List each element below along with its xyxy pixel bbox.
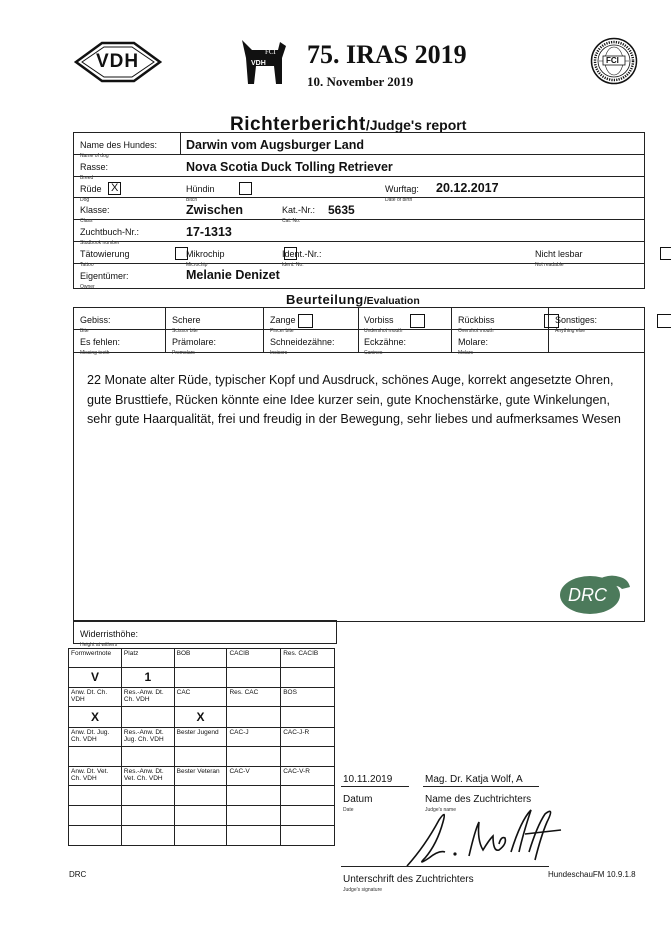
results-extra-row (69, 806, 335, 826)
vdh-logo (74, 40, 162, 84)
breed-value: Nova Scotia Duck Tolling Retriever (186, 160, 393, 174)
col-bester-jugend: Bester Jugend (174, 728, 227, 747)
date-value: 10.11.2019 (343, 774, 393, 785)
unreadable-checkbox[interactable] (660, 247, 671, 260)
col-bos: BOS (281, 688, 335, 707)
empty-cell[interactable] (121, 806, 174, 826)
vdh-logo-text: VDH (96, 51, 140, 72)
bob-value[interactable] (174, 668, 227, 688)
female-checkbox[interactable] (239, 182, 252, 195)
breed-label: Rasse: Breed (80, 162, 109, 181)
col-bob: BOB (174, 649, 227, 668)
col-res-anw-dt-jug: Res.-Anw. Dt. Jug. Ch. VDH (121, 728, 174, 747)
evaluation-text: 22 Monate alter Rüde, typischer Kopf und Ausdruck, schönes Auge, korrekt angesetzte Ohren, gute Brusttiefe, Rücken könnte eine Idee kurzer sein, gute Knochenstärke, gute Winkelungen, sehr gute Haarqualität, frei und freudig in der Bewegung, sehr liebes und aufmerksames Wesen (87, 373, 621, 426)
results-value-row-3 (69, 747, 335, 767)
male-field: Rüde Dog (80, 184, 102, 203)
col-res-anw-dt-vet: Res.-Anw. Dt. Vet. Ch. VDH (121, 767, 174, 786)
col-anw-dt-vet: Anw. Dt. Vet. Ch. VDH (69, 767, 122, 786)
incisors-label: Schneidezähne: Incisors (270, 337, 335, 356)
col-cac-j-r: CAC-J-R (281, 728, 335, 747)
drc-logo-text: DRC (568, 585, 607, 605)
col-res-cacib: Res. CACIB (281, 649, 335, 668)
molars-label: Molare: Molars (458, 337, 489, 356)
col-cacib: CACIB (227, 649, 281, 668)
col-anw-dt-ch: Anw. Dt. Ch. VDH (69, 688, 122, 707)
footer-left: DRC (69, 870, 87, 879)
vdh-horse-logo (232, 36, 288, 88)
male-mark: X (111, 182, 119, 195)
col-res-anw-dt-ch: Res.-Anw. Dt. Ch. VDH (121, 688, 174, 707)
microchip-field: Mikrochip Microchip (186, 249, 225, 268)
col-bester-veteran: Bester Veteran (174, 767, 227, 786)
judge-name-label: Name des Zuchtrichters Judge's name (425, 794, 532, 813)
col-formwertnote: Formwertnote (69, 649, 122, 668)
fci-seal-text: FCI (606, 56, 619, 65)
empty-cell[interactable] (174, 786, 227, 806)
other-field: Sonstiges: Anything else (555, 315, 598, 334)
empty-cell[interactable] (174, 806, 227, 826)
pincer-checkbox[interactable] (410, 314, 425, 328)
fci-seal (590, 37, 638, 85)
empty-cell[interactable] (281, 826, 335, 846)
bos-value[interactable] (281, 707, 335, 728)
empty-cell[interactable] (281, 806, 335, 826)
premolars-label: Prämolare: Premolars (172, 337, 217, 356)
col-anw-dt-jug: Anw. Dt. Jug. Ch. VDH (69, 728, 122, 747)
pincer-field: Zange Pincer bite (270, 315, 296, 334)
dog-name-label: Name des Hundes: Name of dog (80, 140, 158, 159)
empty-cell[interactable] (174, 826, 227, 846)
results-value-row-4 (69, 786, 335, 806)
anw-dt-ch-value[interactable]: X (69, 707, 122, 728)
res-cacib-value[interactable] (281, 668, 335, 688)
event-date: 10. November 2019 (307, 74, 414, 89)
judge-name-value: Mag. Dr. Katja Wolf, A (425, 774, 523, 785)
col-res-cac: Res. CAC (227, 688, 281, 707)
col-cac-j: CAC-J (227, 728, 281, 747)
evaluation-title-de: Beurteilung (286, 292, 364, 307)
col-cac-v: CAC-V (227, 767, 281, 786)
results-table (68, 648, 335, 846)
report-title-en: /Judge's report (365, 117, 467, 133)
ident-field: Ident.-Nr.: Ident. No. (282, 249, 322, 268)
height-label: Widerristhöhe: Height at withers (80, 629, 139, 648)
col-cac-v-r: CAC-V-R (281, 767, 335, 786)
cat-value: 5635 (328, 203, 355, 217)
placement-value[interactable]: 1 (121, 668, 174, 688)
empty-cell[interactable] (281, 786, 335, 806)
owner-label: Eigentümer: Owner (80, 271, 129, 290)
results-value-row-2 (69, 707, 335, 728)
empty-cell[interactable] (121, 826, 174, 846)
empty-cell[interactable] (227, 747, 281, 767)
dog-name-value: Darwin vom Augsburger Land (186, 138, 365, 152)
overshot-checkbox[interactable] (657, 314, 671, 328)
drc-logo (558, 571, 632, 615)
grade-value[interactable]: V (69, 668, 122, 688)
footer-right: HundeschauFM 10.9.1.8 (548, 870, 636, 879)
col-platz: Platz (121, 649, 174, 668)
class-value: Zwischen (186, 203, 243, 217)
res-cac-value[interactable] (227, 707, 281, 728)
date-label: Datum Date (343, 794, 373, 813)
empty-cell[interactable] (281, 747, 335, 767)
owner-value: Melanie Denizet (186, 268, 280, 282)
results-header-row-2 (69, 688, 335, 707)
empty-cell[interactable] (69, 826, 122, 846)
female-field: Hündin Bitch (186, 184, 215, 203)
cac-value[interactable]: X (174, 707, 227, 728)
col-cac: CAC (174, 688, 227, 707)
results-extra-row (69, 826, 335, 846)
overshot-field: Rückbiss Overshot mouth (458, 315, 495, 334)
signature-label: Unterschrift des Zuchtrichters Judge's signature (343, 874, 474, 893)
event-title: 75. IRAS 2019 (307, 40, 467, 69)
unreadable-field: Nicht lesbar Not readable (535, 249, 583, 268)
tattoo-field: Tätowierung Tattoo (80, 249, 130, 268)
dob-value: 20.12.2017 (436, 181, 499, 195)
canines-label: Eckzähne: Canines (364, 337, 407, 356)
studbook-value: 17-1313 (186, 225, 232, 239)
bite-label: Gebiss: Bite (80, 315, 111, 334)
results-value-row-1 (69, 668, 335, 688)
scissor-field: Schere Scissor bite (172, 315, 201, 334)
results-header-row-4 (69, 767, 335, 786)
empty-cell[interactable] (69, 747, 122, 767)
empty-cell[interactable] (174, 747, 227, 767)
male-checkbox[interactable] (108, 182, 121, 195)
empty-cell[interactable] (121, 786, 174, 806)
empty-cell[interactable] (121, 747, 174, 767)
empty-cell[interactable] (69, 786, 122, 806)
horse-logo-fci: FCI (265, 48, 276, 56)
scissor-checkbox[interactable] (298, 314, 313, 328)
empty-cell[interactable] (227, 826, 281, 846)
class-label: Klasse: Class (80, 205, 110, 224)
empty-cell[interactable] (69, 806, 122, 826)
cat-label: Kat.-Nr.: Cat. No. (282, 205, 316, 224)
studbook-label: Zuchtbuch-Nr.: Studbook number (80, 227, 140, 246)
dob-label: Wurftag: Date of birth (385, 184, 419, 203)
evaluation-title-en: /Evaluation (363, 295, 420, 307)
missing-label: Es fehlen: Missing teeth (80, 337, 121, 356)
handwritten-signature (395, 800, 565, 872)
horse-logo-vdh: VDH (251, 60, 266, 67)
undershot-field: Vorbiss Undershot mouth (364, 315, 403, 334)
empty-cell[interactable] (227, 786, 281, 806)
empty-cell[interactable] (227, 806, 281, 826)
report-title-de: Richterbericht (230, 114, 366, 135)
results-header-row-3 (69, 728, 335, 747)
results-header-row (69, 649, 335, 668)
res-anw-dt-ch-value[interactable] (121, 707, 174, 728)
cacib-value[interactable] (227, 668, 281, 688)
